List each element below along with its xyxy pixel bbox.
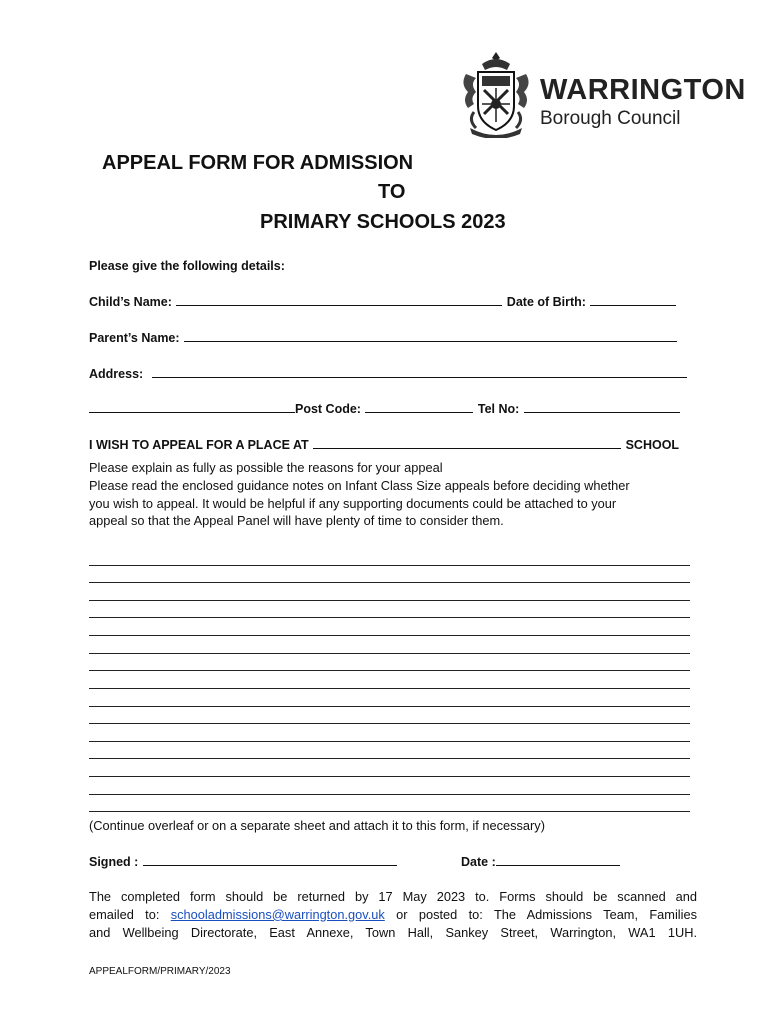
writing-line[interactable] (89, 565, 690, 566)
council-subtitle: Borough Council (540, 108, 681, 129)
parents-name-field[interactable] (184, 330, 677, 342)
return-info-line-3: and Wellbeing Directorate, East Annexe, Town Hall, Sankey Street, Warrington, WA1 1UH. (89, 924, 697, 940)
emailed-to-text: emailed to: (89, 906, 171, 922)
instructions (89, 459, 699, 530)
writing-line[interactable] (89, 688, 690, 689)
dob-field[interactable] (590, 294, 676, 306)
posted-to-text: or posted to: The Admissions Team, Families (384, 906, 698, 922)
form-title-line-2: TO (378, 181, 406, 203)
date-label: Date : (461, 855, 496, 869)
postcode-label: Post Code: (295, 402, 361, 416)
council-name: WARRINGTON (540, 74, 746, 106)
email-link[interactable]: schooladmissions@warrington.gov.uk (170, 906, 385, 922)
form-reference: APPEALFORM/PRIMARY/2023 (89, 966, 231, 977)
writing-line[interactable] (89, 670, 690, 671)
postcode-field[interactable] (365, 401, 473, 413)
coat-of-arms-icon (460, 50, 532, 138)
signature-field[interactable] (143, 854, 397, 866)
date-row (461, 853, 620, 871)
writing-line[interactable] (89, 758, 690, 759)
writing-line[interactable] (89, 811, 690, 812)
childs-name-label: Child’s Name: (89, 295, 172, 309)
signature-row (89, 853, 397, 871)
continue-note: (Continue overleaf or on a separate sheet and attach it to this form, if necessary) (89, 818, 545, 833)
form-title-line-3: PRIMARY SCHOOLS 2023 (260, 211, 506, 233)
date-field[interactable] (496, 854, 620, 866)
writing-line[interactable] (89, 600, 690, 601)
writing-line[interactable] (89, 635, 690, 636)
signed-label: Signed : (89, 855, 139, 869)
writing-line[interactable] (89, 776, 690, 777)
tel-label: Tel No: (477, 402, 520, 416)
parents-name-label: Parent’s Name: (89, 331, 180, 345)
tel-field[interactable] (524, 401, 680, 413)
writing-line[interactable] (89, 617, 690, 618)
writing-line[interactable] (89, 741, 690, 742)
address-label: Address: (89, 367, 144, 381)
address-line-2-field[interactable] (89, 401, 295, 413)
dob-label: Date of Birth: (506, 295, 586, 309)
appeal-place-label: I WISH TO APPEAL FOR A PLACE AT (89, 438, 309, 452)
childs-name-row (89, 293, 689, 311)
council-logo (460, 50, 750, 140)
childs-name-field[interactable] (176, 294, 502, 306)
writing-line[interactable] (89, 794, 690, 795)
instructions-line-3: you wish to appeal. It would be helpful if any supporting documents could be attached to your (89, 495, 617, 511)
writing-line[interactable] (89, 582, 690, 583)
return-info (89, 888, 697, 941)
school-name-field[interactable] (313, 437, 621, 449)
return-info-line-2 (89, 906, 697, 924)
writing-line[interactable] (89, 723, 690, 724)
form-title-line-1: APPEAL FORM FOR ADMISSION (102, 152, 414, 174)
school-label: SCHOOL (625, 438, 680, 452)
appeal-school-row (89, 436, 679, 454)
parents-name-row (89, 329, 677, 347)
address-row (89, 365, 687, 383)
writing-line[interactable] (89, 653, 690, 654)
instructions-line-1: Please explain as fully as possible the reasons for your appeal (89, 460, 443, 475)
details-intro: Please give the following details: (89, 259, 285, 273)
instructions-line-4: appeal so that the Appeal Panel will have plenty of time to consider them. (89, 513, 504, 529)
instructions-line-2: Please read the enclosed guidance notes on Infant Class Size appeals before deciding whether (89, 477, 630, 493)
postcode-row (89, 400, 680, 418)
writing-line[interactable] (89, 706, 690, 707)
address-field[interactable] (152, 366, 687, 378)
return-info-line-1: The completed form should be returned by 17 May 2023 to. Forms should be scanned and (89, 889, 697, 904)
